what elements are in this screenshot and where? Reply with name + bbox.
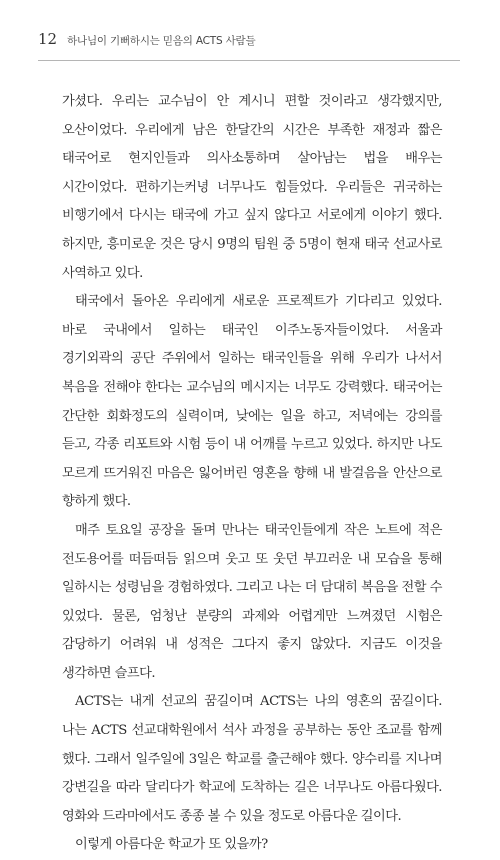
running-title: 하나님이 기뻐하시는 믿음의 ACTS 사람들 [67, 35, 256, 47]
paragraph: 가셨다. 우리는 교수님이 안 계시니 편할 것이라고 생각했지만, 오산이었다. 우리에게 남은 한달간의 시간은 부족한 재정과 짧은 태국어로 현지인들과 의사소통하며 살아남는 법을 배우는 시간이었다. 편하기는커녕 너무나도 힘들었다. 우리들은 귀국하는 비행기에서 다시는 태국에 가고 싶지 않다고 서로에게 이야기 했다. 하지만, 흥미로운 것은 당시 9명의 팀원 중 5명이 현재 태국 선교사로 사역하고 있다. [62, 94, 442, 281]
paragraph: 태국에서 돌아온 우리에게 새로운 프로젝트가 기다리고 있었다. 바로 국내에서 일하는 태국인 이주노동자들이었다. 서울과 경기외곽의 공단 주위에서 일하는 태국인들을 위해 우리가 나서서 복음을 전해야 한다는 교수님의 메시지는 너무도 강력했다. 태국어는 간단한 회화정도의 실력이며, 낮에는 일을 하고, 저녁에는 강의를 듣고, 각종 리포트와 시험 등이 내 어깨를 누르고 있었다. 하지만 나도 모르게 뜨거워진 마음은 잃어버린 영혼을 향해 내 발걸음을 안산으로 향하게 했다. [62, 294, 442, 510]
paragraph: 이렇게 아름다운 학교가 또 있을까? [75, 837, 268, 853]
paragraph: 매주 토요일 공장을 돌며 만나는 태국인들에게 작은 노트에 적은 전도용어를 떠듬떠듬 읽으며 웃고 또 웃던 부끄러운 내 모습을 통해 일하시는 성령님을 경험하였다. 그리고 나는 더 담대히 복음을 전할 수 있었다. 물론, 엄청난 분량의 과제와 어렵게만 느껴졌던 시험은 감당하기 어려워 내 성적은 그다지 좋지 않았다. 지금도 이것을 생각하면 슬프다. [62, 522, 442, 681]
page-header [38, 30, 255, 54]
page-number: 12 [38, 30, 58, 48]
body-text [62, 88, 442, 860]
paragraph: ACTS는 내게 선교의 꿈길이며 ACTS는 나의 영혼의 꿈길이다. 나는 ACTS 선교대학원에서 석사 과정을 공부하는 동안 조교를 함께 했다. 그래서 일주일에 3일은 학교를 출근해야 했다. 양수리를 지나며 강변길을 따라 달리다가 학교에 도착하는 길은 너무나도 아름다웠다. 영화와 드라마에서도 종종 볼 수 있을 정도로 아름다운 길이다. [62, 694, 442, 824]
header-rule [38, 60, 460, 61]
